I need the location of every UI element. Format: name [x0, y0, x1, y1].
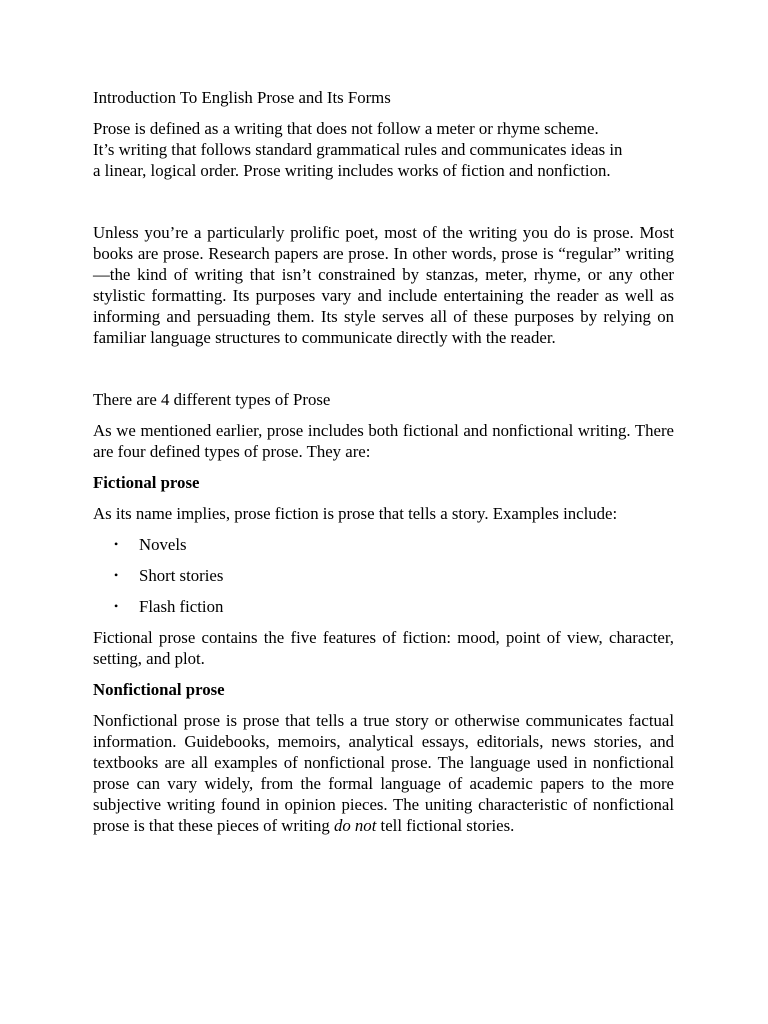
- fictional-prose-intro: As its name implies, prose fiction is prose that tells a story. Examples include:: [93, 504, 618, 523]
- nonfiction-body-end: tell fictional stories.: [376, 816, 515, 835]
- list-item: [93, 565, 674, 586]
- nonfictional-prose-heading: Nonfictional prose: [93, 680, 225, 699]
- document-title: Introduction To English Prose and Its Forms: [93, 88, 391, 107]
- fictional-prose-heading: Fictional prose: [93, 473, 200, 492]
- nonfiction-emphasis-text: do not: [333, 816, 377, 835]
- types-intro-paragraph: As we mentioned earlier, prose includes both fictional and nonfictional writing. There are four defined types of prose. They are:: [93, 421, 674, 461]
- list-item-label: Flash fiction: [139, 597, 224, 616]
- bullet-icon: •: [114, 599, 119, 613]
- bullet-icon: •: [114, 537, 119, 551]
- nonfiction-body-text: Nonfictional prose is prose that tells a true story or otherwise communicates factual information. Guidebooks, memoirs, analytical essays, editorials, news stories, and textbooks are all examples of nonfictional prose. The language used in nonfictional prose can vary widely, from the formal language of academic papers to the more subjective writing found in opinion pieces. The uniting characteristic of nonfictional prose is that these pieces of writing: [93, 711, 674, 835]
- nonfictional-prose-paragraph: [93, 710, 674, 836]
- fiction-features-paragraph: Fictional prose contains the five features of fiction: mood, point of view, character, setting, and plot.: [93, 628, 674, 668]
- prose-description-paragraph: Unless you’re a particularly prolific poet, most of the writing you do is prose. Most books are prose. Research papers are prose. In other words, prose is “regular” writing—the kind of writing that isn’t constrained by stanzas, meter, rhyme, or any other stylistic formatting. Its purposes vary and include entertaining the reader as well as informing and persuading them. Its style serves all of these purposes by relying on familiar language structures to communicate directly with the reader.: [93, 223, 674, 347]
- bullet-icon: •: [114, 568, 119, 582]
- intro-line-2: It’s writing that follows standard grammatical rules and communicates ideas in: [93, 140, 623, 159]
- types-heading: There are 4 different types of Prose: [93, 390, 331, 409]
- list-item: [93, 534, 674, 555]
- list-item-label: Short stories: [139, 566, 224, 585]
- intro-paragraph: [93, 118, 674, 181]
- list-item-label: Novels: [139, 535, 187, 554]
- intro-line-3: a linear, logical order. Prose writing includes works of fiction and nonfiction.: [93, 161, 611, 180]
- list-item: [93, 596, 674, 617]
- fiction-examples-list: [93, 534, 674, 617]
- document-page: [93, 87, 674, 836]
- intro-line-1: Prose is defined as a writing that does not follow a meter or rhyme scheme.: [93, 119, 599, 138]
